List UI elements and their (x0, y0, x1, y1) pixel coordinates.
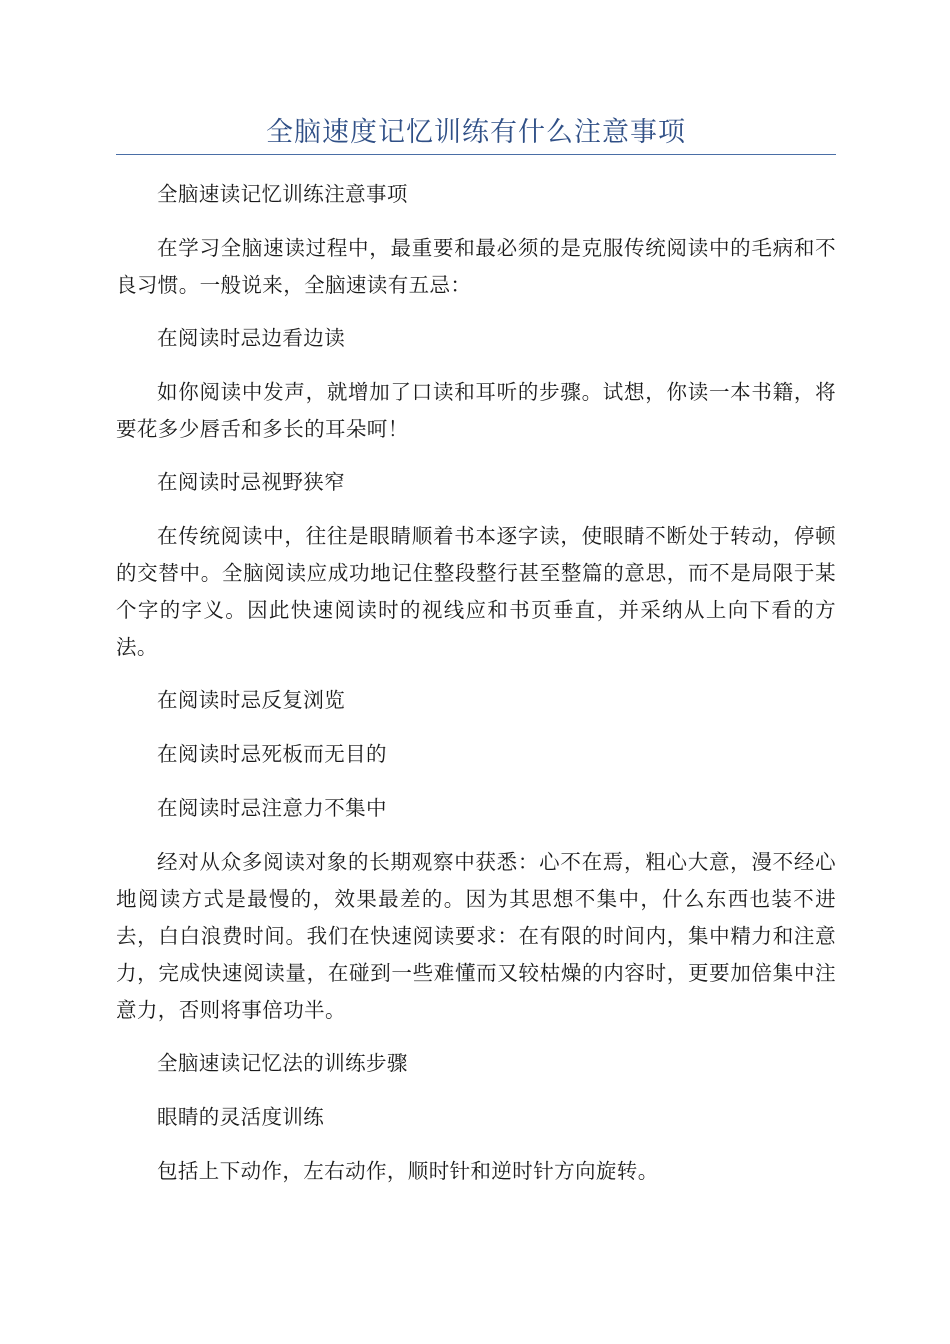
document-body (116, 176, 836, 1190)
paragraph: 如你阅读中发声，就增加了口读和耳听的步骤。试想，你读一本书籍，将要花多少唇舌和多长的耳朵呵！ (116, 380, 836, 441)
title-underline (116, 154, 836, 155)
paragraph: 在学习全脑速读过程中，最重要和最必须的是克服传统阅读中的毛病和不良习惯。一般说来，全脑速读有五忌： (116, 236, 836, 297)
paragraph-heading: 在阅读时忌反复浏览 (157, 688, 346, 712)
paragraph-heading: 在阅读时忌死板而无目的 (157, 742, 387, 766)
paragraph-heading: 眼睛的灵活度训练 (157, 1105, 325, 1129)
paragraph: 在传统阅读中，往往是眼睛顺着书本逐字读，使眼睛不断处于转动，停顿的交替中。全脑阅读应成功地记住整段整行甚至整篇的意思，而不是局限于某个字的字义。因此快速阅读时的视线应和书页垂直，并采纳从上向下看的方法。 (116, 524, 836, 659)
paragraph: 经对从众多阅读对象的长期观察中获悉：心不在焉，粗心大意，漫不经心地阅读方式是最慢的，效果最差的。因为其思想不集中，什么东西也装不进去，白白浪费时间。我们在快速阅读要求：在有限的时间内，集中精力和注意力，完成快速阅读量，在碰到一些难懂而又较枯燥的内容时，更要加倍集中注意力，否则将事倍功半。 (116, 850, 836, 1022)
paragraph-heading: 在阅读时忌视野狭窄 (157, 470, 346, 494)
paragraph-heading: 在阅读时忌注意力不集中 (157, 796, 387, 820)
paragraph-heading: 全脑速读记忆法的训练步骤 (157, 1051, 408, 1075)
document-title: 全脑速度记忆训练有什么注意事项 (266, 117, 686, 148)
document-page (116, 0, 836, 1206)
paragraph-heading: 全脑速读记忆训练注意事项 (157, 182, 408, 206)
paragraph-heading: 在阅读时忌边看边读 (157, 326, 346, 350)
paragraph: 包括上下动作，左右动作，顺时针和逆时针方向旋转。 (157, 1159, 659, 1183)
